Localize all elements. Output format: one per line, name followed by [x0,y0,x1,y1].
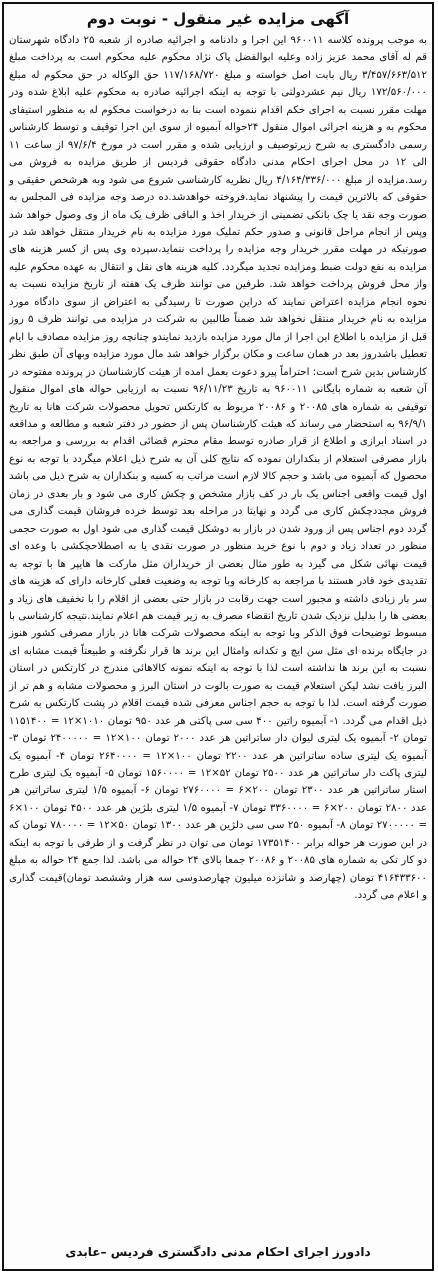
notice-body: به موجب پرونده کلاسه ۹۶۰۰۱۱ این اجرا و دادنامه و اجرائیه صادره از شعبه ۲۵ دادگاه شهرستان قم له آقای محمد عزیز زاده وعلیه ابوالفضل پاک نژاد محکوم علیه محکوم است به پرداخت مبلغ ۳/۴۵۷/۶۶۳/۵۱۲ ریال بابت اصل خواسته و مبلغ ۱۱۷/۱۶۸/۷۲۰ حق الوکاله در حق محکوم له مبلغ ۱۷۲/۵۶۰/۰۰۰ ریال نیم عشردولتی با توجه به اینکه اجرائیه صادره به محکوم علیه ابلاغ شده ودر مهلت مقرر نسبت به اجرای حکم اقدام ننموده است بنا به درخواست محکوم له به منظور استیفای محکوم به و هزینه اجرائی اموال منقول ۲۴حواله آبمیوه از سوی این اجرا توقیف و توسط کارشناس رسمی دادگستری به شرح زیرتوصیف و ارزیابی شده و مقرر است در مورخ ۹۷/۶/۴ از ساعت ۱۱ الی ۱۲ در محل اجرای احکام مدنی دادگاه حقوقی فردیس از طریق مزایده به فروش می رسد.مزایده از مبلغ ۴/۱۶۴/۳۳۶/۰۰۰ ریال نظریه کارشناسی شروع می شود وبه هرشخص حقیقی و حقوقی که بالاترین قیمت را پیشنهاد نماید.فروخته خواهدشد.ده درصد وجه مزایده فی المجلس به صورت وجه نقد یا چک بانکی تضمینی از خریدار اخذ و الباقی ظرف یک ماه از وی وصول خواهد شد وپس از انجام مراحل قانونی و صدور حکم تملیک مورد مزایده به نام خریدار منتقل خواهد شد در صورتیکه در مهلت مقرر خریدار وجه مزایده را پرداخت ننماید،سپرده وی پس از کسر هزینه های مزایده به نفع دولت ضبط ومزایده تجدید میگردد. کلیه هزینه های نقل و انتقال به عهده محکوم علیه واز محل فروش پرداخت خواهد شد. طرفین می توانند ظرف یک هفته از تاریخ مزایده نسبت به نحوه انجام مزایده اعتراض نمایند که دراین صورت تا رسیدگی به اعتراض از سوی دادگاه مورد مزایده به نام خریدار منتقل نخواهد شد ضمناً طالبین به شرکت در مزایده می توانند ظرف ۵ روز قبل از مزایده با اطلاع این اجرا از مال مورد مزایده بازدید نمایندو چنانچه روز مزایده مصادف با ایام تعطیل باشدروز بعد در همان ساعت و مکان برگزار خواهد شد مال مورد مزایده وبهای آن طبق نظر کارشناس بدین شرح است: احتراماً پیرو دعوت بعمل امده از هیئت کارشناسان در پرونده مفتوحه در آن شعبه به شماره بایگانی ۹۶۰۰۱۱ به تاریخ ۹۶/۱۱/۲۳ نسبت به ارزیابی حواله های اموال منقول توقیفی به شماره های ۲۰۰۸۵ و ۲۰۰۸۶ مربوط به کارتکس تحویل محصولات شرکت هانا به تاریخ ۹۶/۹/۱ به استحضار می رساند که هیئت کارشناسان پس از حضور در دفتر شعبه و مطالعه و مداقعه در اسناد ابرازی و اطلاع از قرار صادره توسط مقام محترم قضائی اقدام به بررسی و مراجعه به بازار مصرفی استعلام از بنکداران نموده که نتایج کلی آن به شرح ذیل اعلام میگردد با توجه به نوع محصول که آبمیوه می باشد و حجم کالا لازم است مراتب به کسبه و بنکداران به شرح ذیل می باشد اول قیمت واقعی اجناس یک بار در کف بازار مشخص و چکش کاری می شود و بار بعدی در زمان فروش مجددچکش کاری می گردد و نهایتا در مراحله بعد توسط خرده فروشان قیمت گذاری می گردد دوم اجناس پس از ورود شدن در بازار به دوشکل قیمت گذاری می شود اول به صورت حجمی منظور در تعداد زیاد و دوم با نوع خرید منظور در صورت نقدی یا به اصطلاحچکشی با وعده ای قیمت نهائی شکل می گیرد به طور مثال بعضی از خریداران مثل مارکت ها هایپر ها با توجه به تقدیدی خود قادر هستند با مراجعه به کارخانه وبا توجه به وضعیت فعلی کارخانه دارای که هزینه های سر بار زیادی داشته و مجبور است جهت رقابت در بازار حتی بعضی از اقلام را با تخفیف های زیاد و بعضی ها را بدلیل نزدیک شدن تاریخ انقضاء مصرف به زیر قیمت هم اعلام نمایند.نتیجه کارشناسی با مبسوط توضیحات فوق الذکر وبا توجه به اینکه محصولات شرکت هانا در بازار مصرفی کشور هنوز در جایگاه برنده ای مثل سن ایچ و تکدانه وامثال این برند ها قرار نگرفته و طبیعتاً قیمت مشابه ای نسبت به این برند ها نداشته است لذا با توجه به اینکه نمونه کالاهائی مندرج در کارتکس در استان البرز یافت نشد لیکن استعلام قیمت به صورت بالوت در استان البرز و محصولات مشابه و هم تر از صورت گرفته است. لذا با توجه به حجم اجناس معرفی شده قیمت اقلام در پشت کارتکس به شرح ذیل اقدام می گردد. ۱- آبمیوه راتین ۴۰۰ سی سی پاکتی هر عدد ۹۵۰ تومان ۱۰۱۰×۱۲ = ۱۱۵۱۴۰۰ تومان ۲- آبمیوه یک لیتری لیوان دار ساتراتین هر عدد ۲۰۰۰ تومان ۱۰۰×۱۲ = ۲۴۰۰۰۰۰ تومان ۳- آبمیوه یک لیتری ساده ساتراتین هر عدد ۲۲۰۰ تومان ۱۰۰×۱۲ = ۲۶۴۰۰۰۰ تومان ۴- آبمیوه یک لیتری پاکت دار ساتراتین هر عدد ۲۵۰۰ تومان ۵۲×۱۲ = ۱۵۶۰۰۰۰ تومان ۵- آبمیوه یک لیتری طرح استار ساتراتین هر عدد ۲۳۰۰ تومان ۲۰۰×۶ = ۲۷۶۰۰۰۰ تومان ۶- آبمیوه ۱/۵ لیتری ساتراتین هر عدد ۲۸۰۰ تومان ۲۰۰×۶ = ۳۳۶۰۰۰۰ تومان ۷- آبمیوه ۱/۵ لیتری بلژین هر عدد ۴۵۰۰ تومان ۱۰۰×۶ = ۲۷۰۰۰۰۰ تومان ۸- آبمیوه ۲۵۰ سی سی دلژین هر عدد ۱۳۰۰ تومان ۵۰×۱۲ = ۷۸۰۰۰۰ تومان که در این صورت هر حواله برابر ۱۷۳۵۱۴۰۰ تومان می توان در نظر گرفت و از طرفی با توجه به اینکه دو کار تکی به شماره های ۲۰۰۸۵ و ۲۰۰۸۶ جمعا بالای ۲۴ حواله می باشد. لذا جمع ۲۴ حواله به مبلغ ۴۱۶۴۳۳۶۰۰ تومان (چهارصد و شانزده میلیون چهارصدوسی سه هزار وششصد تومان)قیمت گذاری و اعلام می گردد. [9,35,428,902]
notice-signature: دادورز اجرای احکام مدنی دادگستری فردیس –عابدی [65,1245,371,1259]
notice-title: آگهی مزایده غیر منقول - نوبت دوم [86,10,350,28]
auction-notice [2,2,434,1271]
